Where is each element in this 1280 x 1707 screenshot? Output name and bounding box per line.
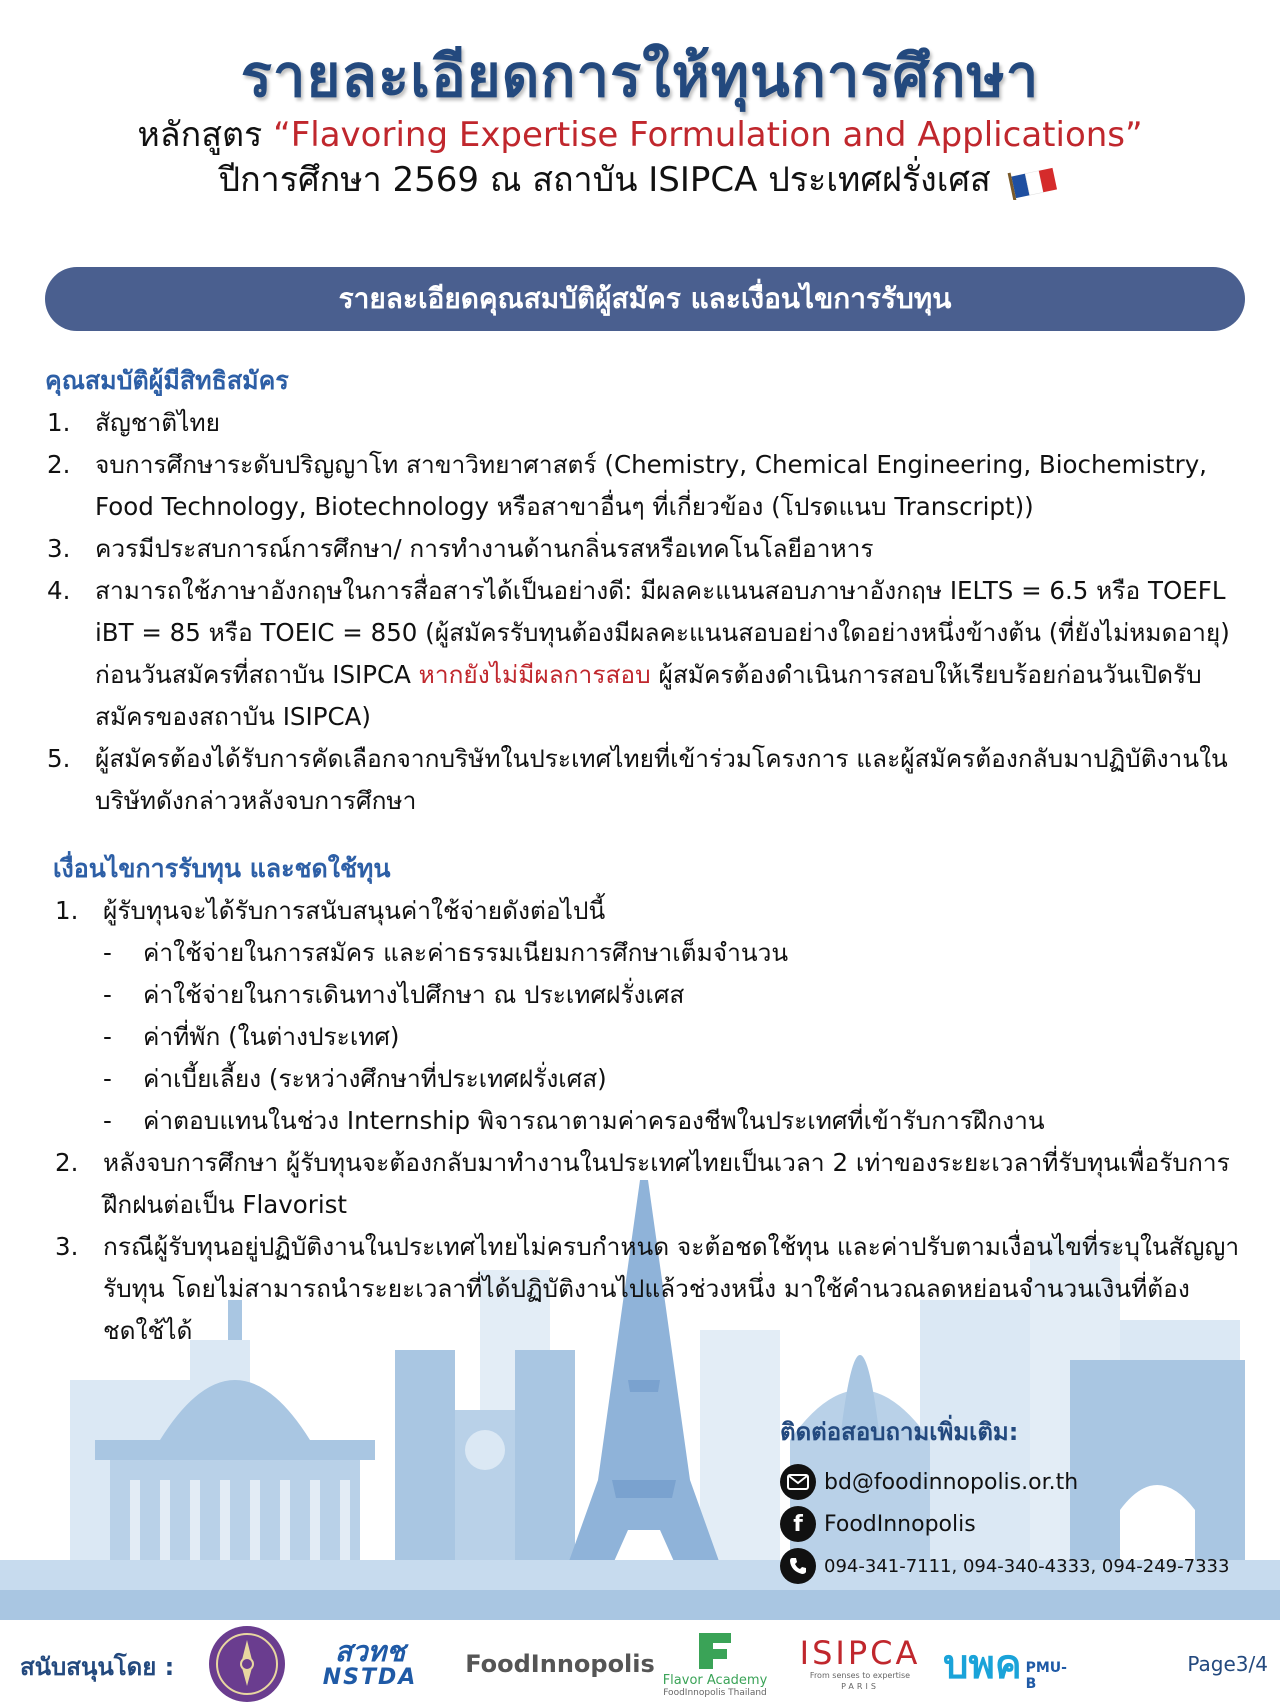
france-flag-icon xyxy=(1007,164,1061,200)
page-number: Page3/4 xyxy=(1187,1652,1268,1676)
main-content xyxy=(45,360,1250,1352)
list-item: 3. กรณีผู้รับทุนอยู่ปฏิบัติงานในประเทศไทยไม่ครบกำหนด จะต้อชดใช้ทุน และค่าปรับตามเงื่อนไขที่ระบุในสัญญารับทุน โดยไม่สามารถนำระยะเวลาที่ได้ปฏิบัติงานไปแล้วช่วงหนึ่ง มาใช้คำนวณลดหย่อนจำนวนเงินที่ต้องชดใช้ได้ xyxy=(55,1232,1240,1345)
list-item: 5. ผู้สมัครต้องได้รับการคัดเลือกจากบริษัทในประเทศไทยที่เข้าร่วมโครงการ และผู้สมัครต้องกลับมาปฏิบัติงานในบริษัทดังกล่าวหลังจบการศึกษา xyxy=(47,744,1228,815)
contact-facebook-text[interactable]: FoodInnopolis xyxy=(824,1511,976,1537)
course-prefix: หลักสูตร xyxy=(137,114,274,155)
contact-facebook[interactable] xyxy=(780,1503,1260,1545)
contact-phone[interactable] xyxy=(780,1545,1260,1587)
nstda-logo: สวทช NSTDA xyxy=(322,1634,418,1690)
flavor-academy-logo: Flavor Academy FoodInnopolis Thailand xyxy=(655,1620,775,1707)
contact-phone-text[interactable]: 094-341-7111, 094-340-4333, 094-249-7333 xyxy=(824,1555,1230,1577)
page-title: รายละเอียดการให้ทุนการศึกษา xyxy=(240,42,1040,110)
contact-title: ติดต่อสอบถามเพิ่มเติม: xyxy=(780,1418,1019,1446)
list-item: 2. หลังจบการศึกษา ผู้รับทุนจะต้องกลับมาทำงานในประเทศไทยเป็นเวลา 2 เท่าของระยะเวลาที่รับทุนเพื่อรับการฝึกฝนต่อเป็น Flavorist xyxy=(55,1148,1230,1219)
list-item: 1. ผู้รับทุนจะได้รับการสนับสนุนค่าใช้จ่ายดังต่อไปนี้ - ค่าใช้จ่ายในการสมัคร และค่าธรรมเนียมการศึกษาเต็มจำนวน - ค่าใช้จ่ายในการเดินทางไปศึกษา ณ ประเทศฝรั่งเศส - ค่าที่พัก (ในต่างประเทศ) - ค่าเบี้ยเลี้ยง (ระหว่างศึกษาที่ประเทศฝรั่งเศส) - ค่าตอบแทนในช่วง Internship พิจารณาตามค่าครองชีพในประเทศที่เข้ารับการฝึกงาน xyxy=(53,890,1250,1142)
flavor-academy-icon xyxy=(695,1629,735,1673)
footer xyxy=(0,1620,1280,1707)
sub-list-item: - ค่าใช้จ่ายในการสมัคร และค่าธรรมเนียมการศึกษาเต็มจำนวน xyxy=(103,938,789,967)
sub-list-item: - ค่าเบี้ยเลี้ยง (ระหว่างศึกษาที่ประเทศฝรั่งเศส) xyxy=(103,1064,607,1093)
list-item: 4. สามารถใช้ภาษาอังกฤษในการสื่อสารได้เป็นอย่างดี: มีผลคะแนนสอบภาษาอังกฤษ IELTS = 6.5 หรือ TOEFL iBT = 85 หรือ TOEIC = 850 (ผู้สมัครรับทุนต้องมีผลคะแนนสอบอย่างใดอย่างหนึ่งข้างต้น (ที่ยังไม่หมดอายุ) ก่อนวันสมัครที่สถาบัน ISIPCA หากยังไม่มีผลการสอบ ผู้สมัครต้องดำเนินการสอบให้เรียบร้อยก่อนวันเปิดรับสมัครของสถาบัน ISIPCA) xyxy=(47,576,1230,731)
sub-list-item: - ค่าตอบแทนในช่วง Internship พิจารณาตามค่าครองชีพในประเทศที่เข้ารับการฝึกงาน xyxy=(103,1106,1045,1135)
isipca-logo: ISIPCA From senses to expertise PARIS xyxy=(799,1633,921,1691)
sub-list-item: - ค่าใช้จ่ายในการเดินทางไปศึกษา ณ ประเทศฝรั่งเศส xyxy=(103,980,685,1009)
course-line xyxy=(0,113,1280,159)
support-list xyxy=(103,932,1250,1142)
eligibility-list xyxy=(45,402,1250,822)
contact-email[interactable] xyxy=(780,1461,1260,1503)
course-name: “Flavoring Expertise Formulation and Applications” xyxy=(273,114,1143,155)
list-item: 2. จบการศึกษาระดับปริญญาโท สาขาวิทยาศาสตร์ (Chemistry, Chemical Engineering, Biochemistry, Food Technology, Biotechnology หรือสาขาอื่นๆ ที่เกี่ยวข้อง (โปรดแนบ Transcript)) xyxy=(47,450,1207,521)
foodinnopolis-logo: FoodInnopolis xyxy=(465,1649,655,1678)
pmub-logo: บพค PMU-B xyxy=(943,1641,1067,1692)
facebook-icon: f xyxy=(780,1506,816,1542)
header xyxy=(0,40,1280,204)
list-item: 3. ควรมีประสบการณ์การศึกษา/ การทำงานด้านกลิ่นรสหรือเทคโนโลยีอาหาร xyxy=(47,534,874,563)
email-icon xyxy=(780,1464,816,1500)
conditions-title: เงื่อนไขการรับทุน และชดใช้ทุน xyxy=(53,854,391,883)
conditions-section xyxy=(45,848,1250,1352)
conditions-list xyxy=(53,890,1250,1352)
contact-email-text[interactable]: bd@foodinnopolis.or.th xyxy=(824,1469,1079,1495)
list-item: 1. สัญชาติไทย xyxy=(47,408,220,437)
highlight-no-test-result: หากยังไม่มีผลการสอบ xyxy=(418,660,651,689)
year-line xyxy=(0,158,1280,204)
contact-box xyxy=(780,1412,1260,1587)
ministry-seal-logo xyxy=(205,1620,289,1707)
year-text: ปีการศึกษา 2569 ณ สถาบัน ISIPCA ประเทศฝรั่งเศส xyxy=(218,160,991,201)
eligibility-title: คุณสมบัติผู้มีสิทธิสมัคร xyxy=(45,366,289,395)
section-banner: รายละเอียดคุณสมบัติผู้สมัคร และเงื่อนไขการรับทุน xyxy=(45,267,1245,331)
phone-icon xyxy=(780,1548,816,1584)
sponsor-label: สนับสนุนโดย : xyxy=(20,1653,175,1681)
sub-list-item: - ค่าที่พัก (ในต่างประเทศ) xyxy=(103,1022,400,1051)
